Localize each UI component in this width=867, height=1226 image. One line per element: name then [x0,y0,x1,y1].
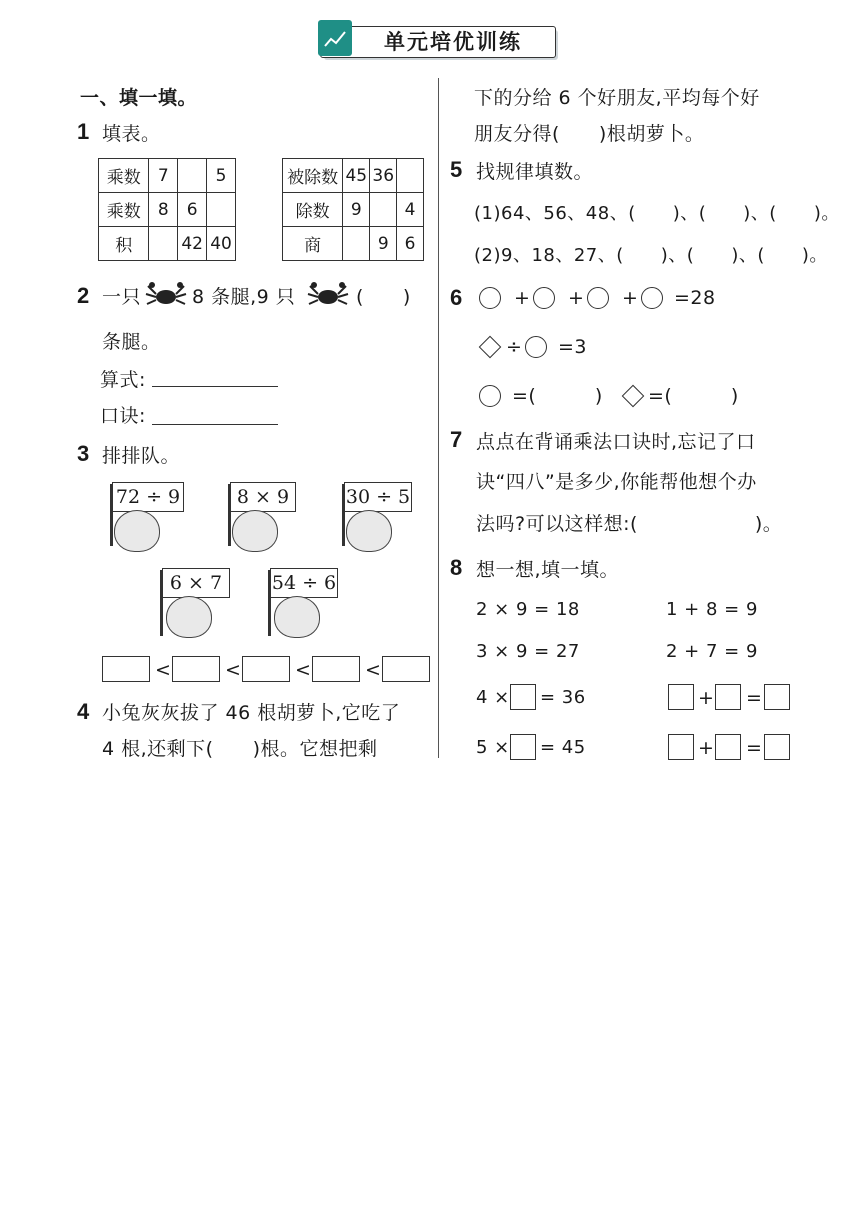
division-table [282,158,424,261]
equals-sign: = [746,687,763,709]
table-cell: 积 [99,227,149,261]
answer-box[interactable] [715,734,741,760]
equation-part: = 45 [540,737,586,758]
section-title: 一、填一填。 [80,87,198,109]
table-cell: 商 [283,227,343,261]
table-cell: 被除数 [283,159,343,193]
q2-text-part1: 一只 [102,286,142,308]
multiplication-table [98,158,236,261]
table-cell[interactable] [397,159,424,193]
equation-part: 4 × [476,687,510,708]
equals-sign: = [746,737,763,759]
q2-answer-blank[interactable]: ( ) [356,286,411,308]
table-cell: 4 [397,193,424,227]
q3-number: 3 [77,441,90,466]
q7-line3: 法吗?可以这样想:( )。 [476,513,783,535]
q4-line3: 下的分给 6 个好朋友,平均每个好 [474,87,760,109]
q3-text: 排排队。 [102,445,181,467]
order-box[interactable] [102,656,150,682]
tiger-icon [232,510,278,552]
circle-shape [479,287,501,309]
table-cell[interactable] [207,193,236,227]
rhyme-line[interactable] [152,424,278,425]
answer-box[interactable] [764,684,790,710]
column-divider [438,78,439,758]
squirrel-icon [346,510,392,552]
diamond-answer[interactable]: =( ) [648,385,739,407]
formula-line[interactable] [152,386,278,387]
q7-line2: 诀“四八”是多少,你能帮他想个办 [476,471,757,493]
trend-icon [318,20,352,56]
table-cell[interactable] [149,227,178,261]
table-cell: 9 [343,193,370,227]
table-cell: 9 [370,227,397,261]
equation: 2 + 7 = 9 [666,641,758,662]
table-cell: 8 [149,193,178,227]
q2-number: 2 [77,283,90,308]
crab-icon [144,280,188,310]
order-box[interactable] [242,656,290,682]
table-cell: 6 [397,227,424,261]
rhyme-label: 口诀: [100,405,146,427]
plus-sign: + [514,287,531,309]
answer-box[interactable] [510,734,536,760]
table-cell[interactable] [370,193,397,227]
equation: 2 × 9 = 18 [476,599,580,620]
table-cell: 7 [149,159,178,193]
q7-number: 7 [450,427,463,452]
q2-line2: 条腿。 [102,331,161,353]
formula-label: 算式: [100,369,146,391]
lion-icon [114,510,160,552]
q1-number: 1 [77,119,90,144]
math-sign: 6 × 7 [162,568,230,598]
circle-shape [479,385,501,407]
table-cell: 5 [207,159,236,193]
mouse-icon [274,596,320,638]
diamond-shape [622,385,645,408]
order-box[interactable] [382,656,430,682]
circle-answer[interactable]: =( ) [512,385,603,407]
plus-sign: + [568,287,585,309]
table-cell: 45 [343,159,370,193]
table-cell: 乘数 [99,193,149,227]
equation: 1 + 8 = 9 [666,599,758,620]
equals-28: =28 [674,287,716,309]
table-cell: 乘数 [99,159,149,193]
q1-text: 填表。 [102,123,161,145]
divide-sign: ÷ [506,336,523,358]
equation-part: = 36 [540,687,586,708]
q8-text: 想一想,填一填。 [476,559,620,581]
circle-shape [587,287,609,309]
less-than: < [365,659,382,681]
q4-number: 4 [77,699,90,724]
answer-box[interactable] [764,734,790,760]
table-cell: 42 [178,227,207,261]
q5-number: 5 [450,157,463,182]
order-box[interactable] [312,656,360,682]
math-sign: 8 × 9 [230,482,296,512]
crab-icon [306,280,350,310]
pig-icon [166,596,212,638]
circle-shape [533,287,555,309]
q4-line1: 小兔灰灰拔了 46 根胡萝卜,它吃了 [102,702,401,724]
answer-box[interactable] [510,684,536,710]
page-title: 单元培优训练 [384,30,522,54]
q2-text-part2: 8 条腿,9 只 [192,286,296,308]
diamond-shape [479,336,502,359]
q4-line4: 朋友分得( )根胡萝卜。 [474,123,705,145]
q7-line1: 点点在背诵乘法口诀时,忘记了口 [476,431,756,453]
less-than: < [155,659,172,681]
circle-shape [641,287,663,309]
table-cell: 40 [207,227,236,261]
header-banner [318,20,556,58]
less-than: < [295,659,312,681]
answer-box[interactable] [668,684,694,710]
table-cell: 6 [178,193,207,227]
answer-box[interactable] [715,684,741,710]
circle-shape [525,336,547,358]
table-cell[interactable] [343,227,370,261]
math-sign: 54 ÷ 6 [270,568,338,598]
less-than: < [225,659,242,681]
plus-sign: + [622,287,639,309]
q5-row2: (2)9、18、27、( )、( )、( )。 [474,245,828,266]
equation: 3 × 9 = 27 [476,641,580,662]
plus-sign: + [698,737,715,759]
q6-number: 6 [450,285,463,310]
table-cell: 36 [370,159,397,193]
answer-box[interactable] [668,734,694,760]
q5-row1: (1)64、56、48、( )、( )、( )。 [474,203,840,224]
table-cell[interactable] [178,159,207,193]
plus-sign: + [698,687,715,709]
math-sign: 30 ÷ 5 [344,482,412,512]
q4-line2: 4 根,还剩下( )根。它想把剩 [102,738,378,760]
q5-text: 找规律填数。 [476,161,594,183]
table-cell: 除数 [283,193,343,227]
equation-part: 5 × [476,737,510,758]
equals-3: =3 [558,336,588,358]
q8-number: 8 [450,555,463,580]
order-box[interactable] [172,656,220,682]
math-sign: 72 ÷ 9 [112,482,184,512]
